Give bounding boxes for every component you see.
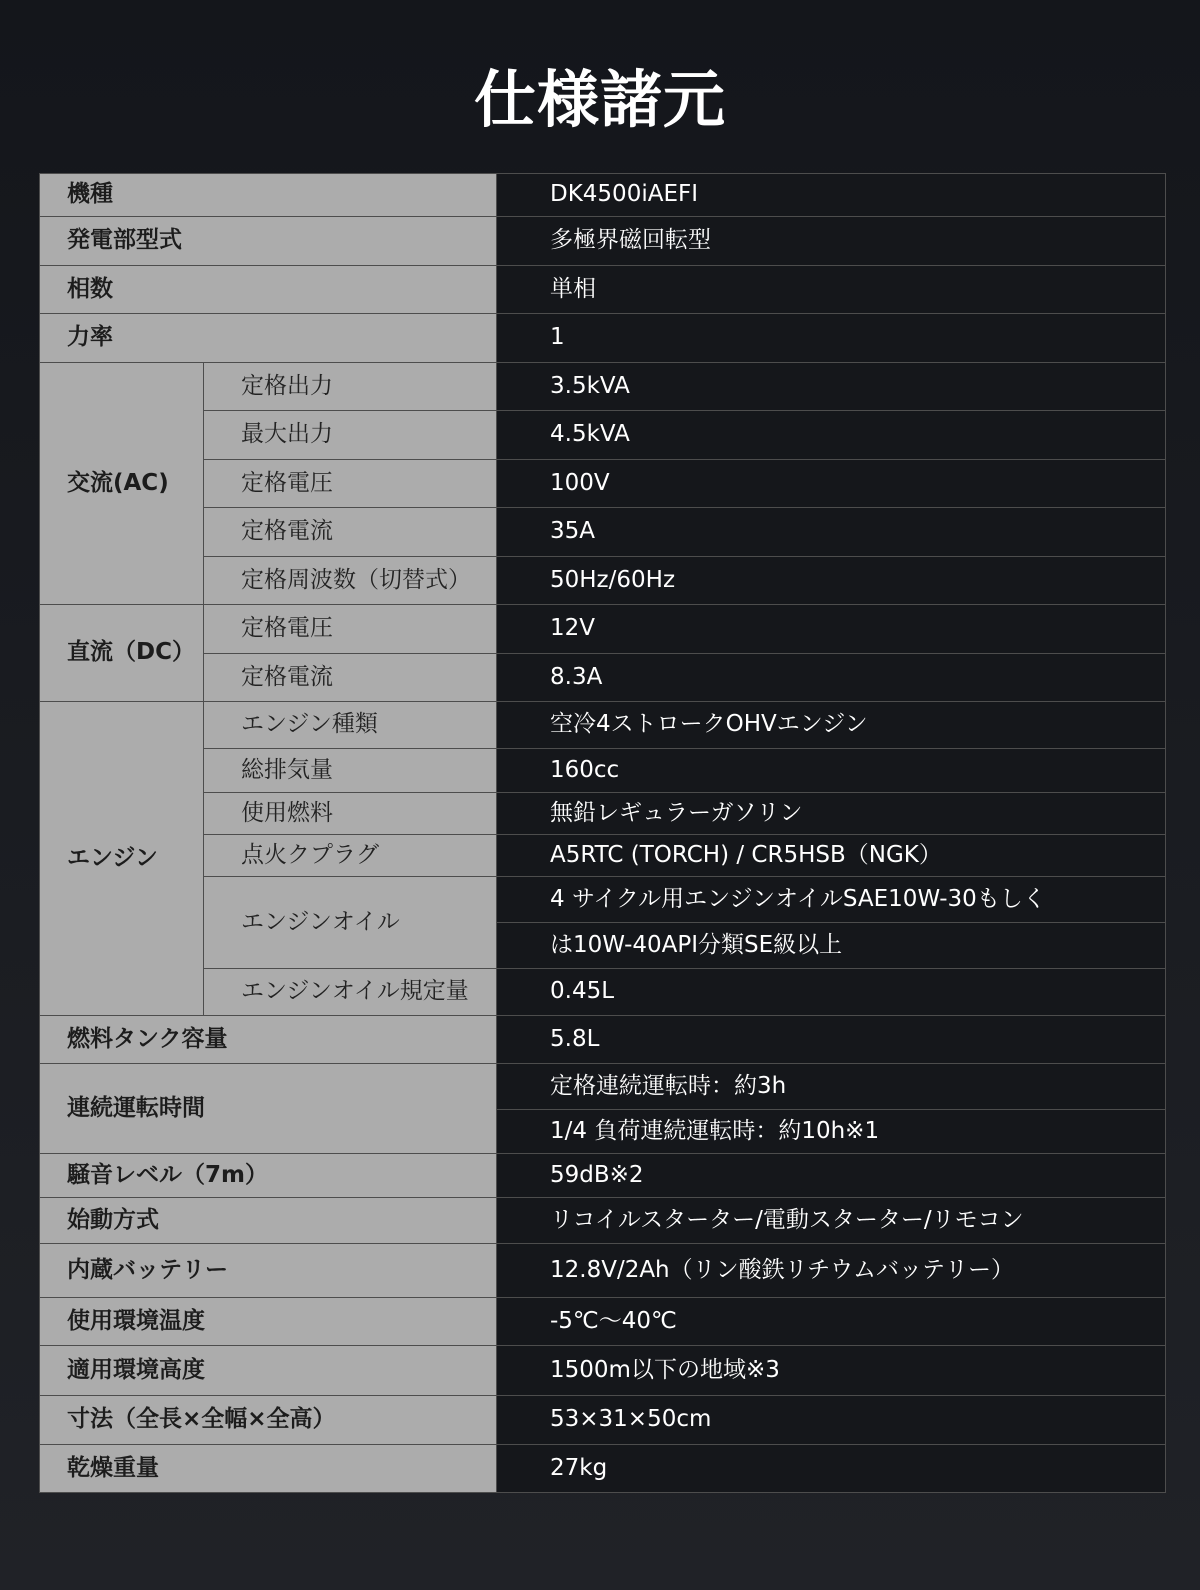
row-value: 59dB※2 bbox=[497, 1154, 1166, 1198]
table-row bbox=[40, 1064, 1166, 1110]
row-label: 点火クプラグ bbox=[204, 835, 497, 877]
row-label: エンジンオイル bbox=[204, 877, 497, 969]
table-row bbox=[40, 969, 1166, 1016]
row-value: 4.5kVA bbox=[497, 411, 1166, 460]
group-label-engine: エンジン bbox=[40, 702, 204, 1016]
table-row bbox=[40, 702, 1166, 749]
table-row bbox=[40, 1244, 1166, 1298]
table-row bbox=[40, 1346, 1166, 1396]
table-row bbox=[40, 314, 1166, 363]
row-value: 100V bbox=[497, 460, 1166, 508]
row-value-continued: は10W-40API分類SE級以上 bbox=[497, 923, 1166, 969]
row-value: 5.8L bbox=[497, 1016, 1166, 1064]
row-label: 定格電圧 bbox=[204, 460, 497, 508]
row-value: 単相 bbox=[497, 266, 1166, 314]
row-value: 3.5kVA bbox=[497, 363, 1166, 411]
row-label: 燃料タンク容量 bbox=[40, 1016, 497, 1064]
row-label: 連続運転時間 bbox=[40, 1064, 497, 1154]
table-row bbox=[40, 508, 1166, 557]
row-label: エンジン種類 bbox=[204, 702, 497, 749]
table-row bbox=[40, 877, 1166, 923]
row-value: 160cc bbox=[497, 749, 1166, 793]
row-label: 最大出力 bbox=[204, 411, 497, 460]
table-row bbox=[40, 793, 1166, 835]
row-label: 総排気量 bbox=[204, 749, 497, 793]
row-value: 35A bbox=[497, 508, 1166, 557]
row-value: DK4500iAEFI bbox=[497, 174, 1166, 217]
row-label: 定格出力 bbox=[204, 363, 497, 411]
row-label: 定格電圧 bbox=[204, 605, 497, 654]
page-title: 仕様諸元 bbox=[473, 63, 726, 136]
table-row bbox=[40, 363, 1166, 411]
table-row bbox=[40, 1445, 1166, 1493]
table-row bbox=[40, 217, 1166, 266]
row-label: 機種 bbox=[40, 174, 497, 217]
row-value: 27kg bbox=[497, 1445, 1166, 1493]
row-value: 1500m以下の地域※3 bbox=[497, 1346, 1166, 1396]
table-row bbox=[40, 411, 1166, 460]
row-value: 定格連続運転時：約3h bbox=[497, 1064, 1166, 1110]
row-value: 多極界磁回転型 bbox=[497, 217, 1166, 266]
row-label: 定格電流 bbox=[204, 508, 497, 557]
table-row bbox=[40, 174, 1166, 217]
table-row bbox=[40, 835, 1166, 877]
row-label: 力率 bbox=[40, 314, 497, 363]
row-value-continued: 1/4 負荷連続運転時：約10h※1 bbox=[497, 1110, 1166, 1154]
group-label-dc: 直流（DC） bbox=[40, 605, 204, 702]
row-label: 寸法（全長×全幅×全高） bbox=[40, 1396, 497, 1445]
row-value: リコイルスターター/電動スターター/リモコン bbox=[497, 1198, 1166, 1244]
row-label: 使用環境温度 bbox=[40, 1298, 497, 1346]
table-row bbox=[40, 266, 1166, 314]
table-row bbox=[40, 460, 1166, 508]
row-label: 定格電流 bbox=[204, 654, 497, 702]
row-value: A5RTC (TORCH) / CR5HSB（NGK） bbox=[497, 835, 1166, 877]
table-row bbox=[40, 557, 1166, 605]
row-label: 定格周波数（切替式） bbox=[204, 557, 497, 605]
table-row bbox=[40, 654, 1166, 702]
row-value: 53×31×50cm bbox=[497, 1396, 1166, 1445]
row-label: 相数 bbox=[40, 266, 497, 314]
row-value: 12V bbox=[497, 605, 1166, 654]
row-label: 始動方式 bbox=[40, 1198, 497, 1244]
row-label: エンジンオイル規定量 bbox=[204, 969, 497, 1016]
table-row bbox=[40, 1396, 1166, 1445]
row-value: 0.45L bbox=[497, 969, 1166, 1016]
row-value: 1 bbox=[497, 314, 1166, 363]
row-value: 4 サイクル用エンジンオイルSAE10W-30もしく bbox=[497, 877, 1166, 923]
table-row bbox=[40, 1198, 1166, 1244]
table-row bbox=[40, 749, 1166, 793]
row-label: 内蔵バッテリー bbox=[40, 1244, 497, 1298]
row-value: 50Hz/60Hz bbox=[497, 557, 1166, 605]
row-label: 発電部型式 bbox=[40, 217, 497, 266]
row-value: 無鉛レギュラーガソリン bbox=[497, 793, 1166, 835]
row-label: 騒音レベル（7m） bbox=[40, 1154, 497, 1198]
spec-table bbox=[39, 173, 1166, 1493]
table-row bbox=[40, 1298, 1166, 1346]
row-value: 空冷4ストロークOHVエンジン bbox=[497, 702, 1166, 749]
row-value: 8.3A bbox=[497, 654, 1166, 702]
row-label: 適用環境高度 bbox=[40, 1346, 497, 1396]
row-label: 使用燃料 bbox=[204, 793, 497, 835]
row-value: -5℃～40℃ bbox=[497, 1298, 1166, 1346]
row-value: 12.8V/2Ah（リン酸鉄リチウムバッテリー） bbox=[497, 1244, 1166, 1298]
table-row bbox=[40, 1154, 1166, 1198]
table-row bbox=[40, 605, 1166, 654]
table-row bbox=[40, 1016, 1166, 1064]
row-label: 乾燥重量 bbox=[40, 1445, 497, 1493]
group-label-ac: 交流(AC) bbox=[40, 363, 204, 605]
